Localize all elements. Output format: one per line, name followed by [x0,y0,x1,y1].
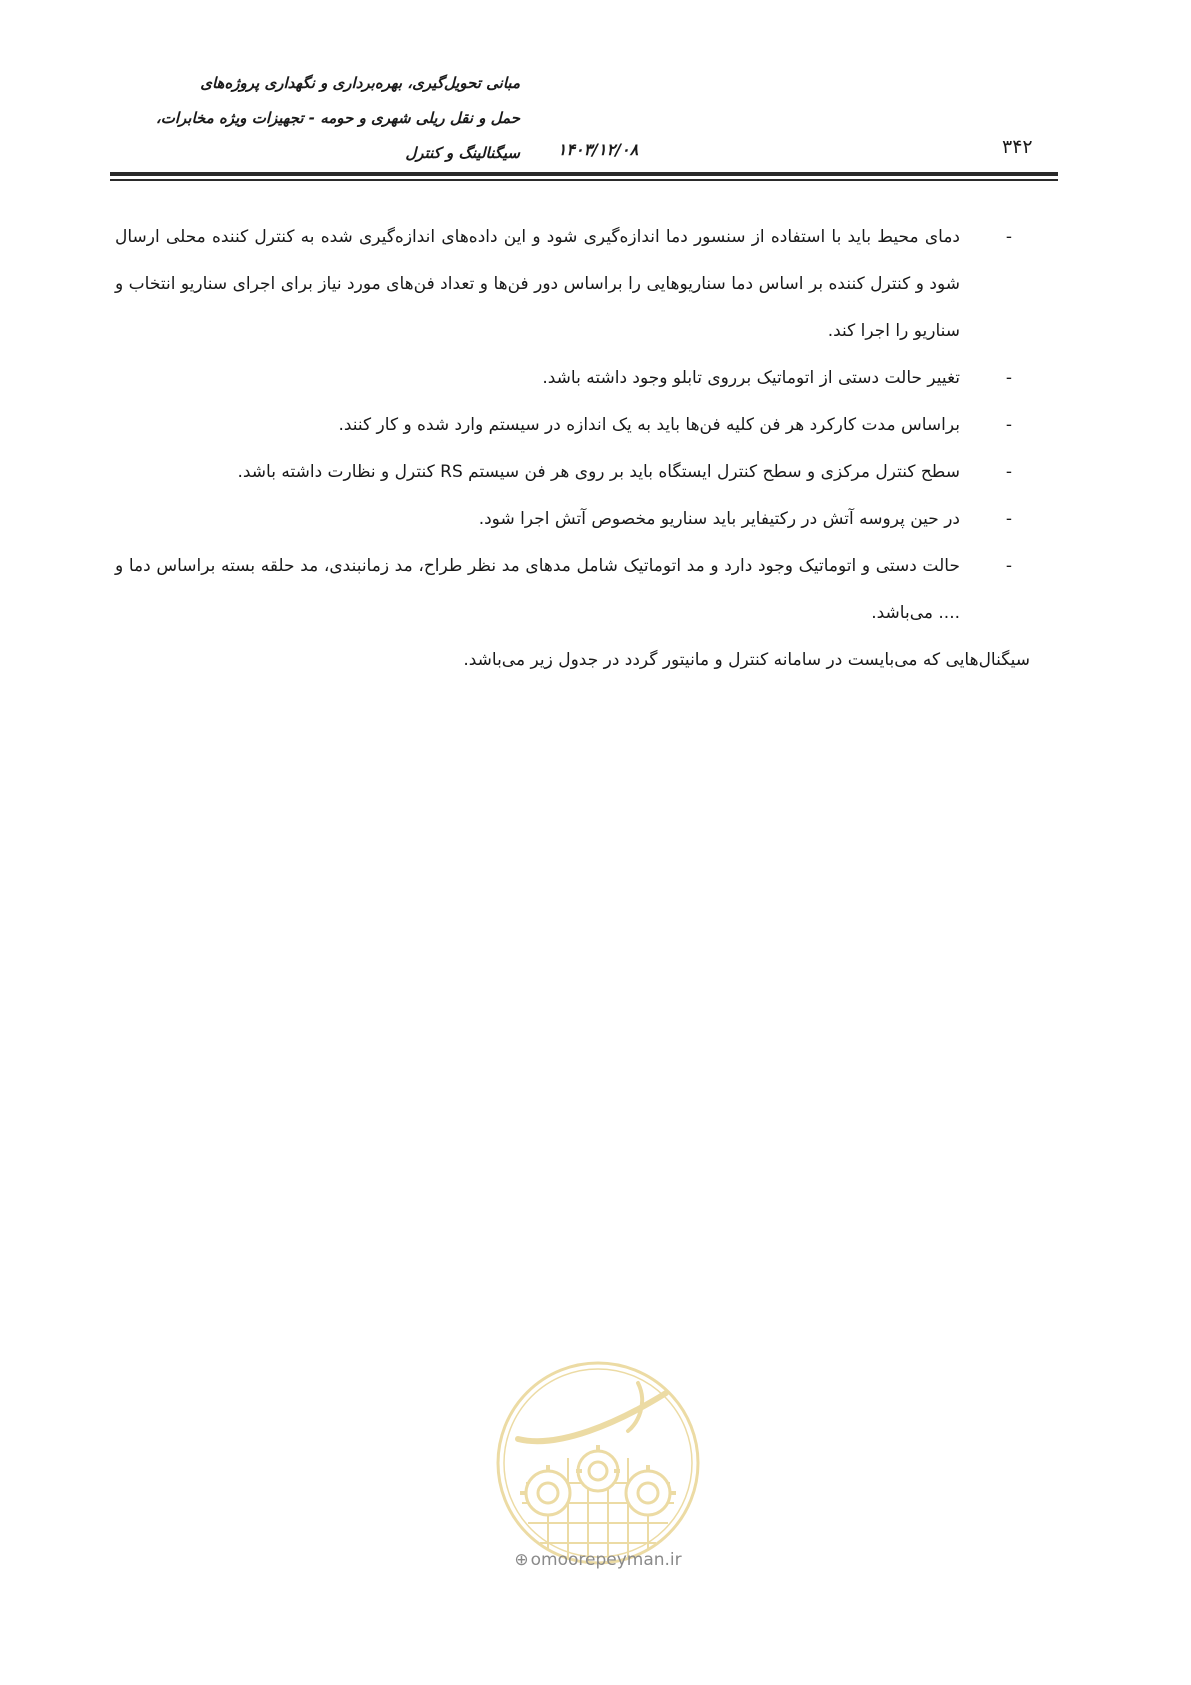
watermark-site-text: omoorepeyman.ir [530,1550,682,1570]
bullet-item [115,402,1030,449]
bullet-item [115,496,1030,543]
body-content [115,214,1030,684]
bullet-dash: - [1005,227,1012,247]
bullet-item [115,449,1030,496]
bullet-text: تغییر حالت دستی از اتوماتیک برروی تابلو وجود داشته باشد. [542,368,960,388]
header-title [110,66,520,171]
bullet-text: براساس مدت کارکرد هر فن کلیه فن‌ها باید به یک اندازه در سیستم وارد شده و کار کنند. [338,415,960,435]
globe-icon: ⊕ [514,1550,529,1570]
header-title-line-1: مبانی تحویل‌گیری، بهره‌برداری و نگهداری پروژه‌های [200,74,520,92]
header-date: ۱۴۰۳/۱۲/۰۸ [557,140,639,159]
bullet-dash: - [1005,462,1012,482]
bullet-dash: - [1005,368,1012,388]
header-title-line-2: حمل و نقل ریلی شهری و حومه - تجهیزات ویژه مخابرات، [155,109,520,127]
header-title-line-3: سیگنالینگ و کنترل [405,144,520,162]
bullet-text: حالت دستی و اتوماتیک وجود دارد و مد اتوماتیک شامل مدهای مد نظر طراح، مد زمانبندی، مد حلقه بسته براساس دما و .... می‌باشد. [115,556,960,623]
bullet-text: دمای محیط باید با استفاده از سنسور دما اندازه‌گیری شود و این داده‌های اندازه‌گیری شده به کنترل کننده محلی ارسال شود و کنترل کننده بر اساس دما سناریوهایی را براساس دور فن‌ها و تعداد فن‌های مورد نیاز برای اجرای سناریو انتخاب و سناریو را اجرا کند. [115,227,960,341]
bullet-item [115,355,1030,402]
header-rule [110,172,1058,181]
bullet-dash: - [1005,415,1012,435]
bullet-text: در حین پروسه آتش در رکتیفایر باید سناریو مخصوص آتش اجرا شود. [478,509,960,529]
bullet-item [115,214,1030,355]
bullet-dash: - [1005,556,1012,576]
page-number: ۳۴۲ [1002,136,1033,158]
bullet-text: سطح کنترل مرکزی و سطح کنترل ایستگاه باید بر روی هر فن سیستم RS کنترل و نظارت داشته باشد. [237,462,960,482]
closing-paragraph: سیگنال‌هایی که می‌بایست در سامانه کنترل و مانیتور گردد در جدول زیر می‌باشد. [463,650,1030,670]
bullet-dash: - [1005,509,1012,529]
watermark-site [478,1550,718,1570]
bullet-list [115,214,1030,637]
bullet-item [115,543,1030,637]
